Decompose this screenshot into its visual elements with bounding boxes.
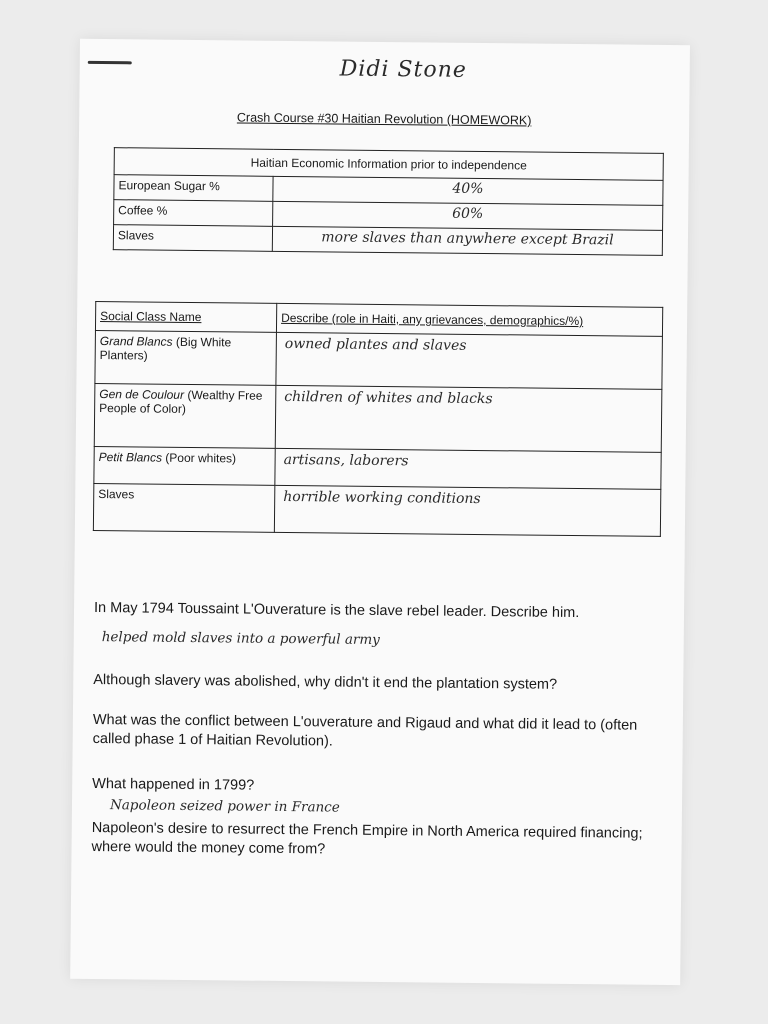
handwritten-answer: 60%: [273, 201, 663, 230]
class-name-italic: Gen de Coulour: [99, 387, 185, 402]
class-name-cell: [94, 446, 275, 485]
worksheet-title: Crash Course #30 Haitian Revolution (HOMEWORK): [236, 110, 532, 128]
worksheet: [70, 39, 690, 985]
pen-mark: [88, 61, 132, 64]
handwritten-answer: Napoleon seized power in France: [109, 797, 340, 816]
table-row: [93, 483, 660, 536]
table-row: [94, 446, 661, 489]
social-class-table: [93, 301, 663, 537]
class-name-italic: Petit Blancs: [98, 450, 163, 465]
question-4: What happened in 1799?: [92, 775, 255, 794]
handwritten-answer: helped mold slaves into a powerful army: [101, 629, 380, 648]
column-header-describe: Describe (role in Haiti, any grievances, demographics/%): [276, 303, 662, 336]
handwritten-answer: owned plantes and slaves: [276, 332, 663, 389]
class-name-rest: Slaves: [98, 487, 135, 502]
economic-table-header: Haitian Economic Information prior to independence: [114, 148, 663, 181]
row-label: Slaves: [113, 225, 272, 252]
economic-info-table: [113, 147, 664, 256]
question-1: In May 1794 Toussaint L'Ouverature is the slave rebel leader. Describe him.: [93, 599, 580, 622]
question-3: What was the conflict between L'ouverature and Rigaud and what did it lead to (often called phase 1 of Haitian Revolution).: [92, 711, 638, 750]
class-name-rest: (Wealthy Free People of Color): [99, 387, 263, 416]
table-row: [113, 225, 662, 256]
handwritten-answer: 40%: [273, 176, 663, 205]
handwritten-answer: artisans, laborers: [275, 448, 661, 489]
column-header-class: Social Class Name: [95, 301, 276, 332]
class-name-rest: (Big White Planters): [99, 334, 232, 363]
student-name: Didi Stone: [339, 56, 467, 83]
handwritten-answer: horrible working conditions: [274, 485, 660, 536]
class-name-cell: [94, 383, 276, 448]
class-name-italic: Grand Blancs: [99, 334, 173, 349]
class-name-rest: (Poor whites): [161, 450, 237, 466]
row-label: European Sugar %: [114, 175, 273, 202]
question-5: Napoleon's desire to resurrect the French Empire in North America required financing; where would the money come from?: [91, 819, 643, 858]
handwritten-answer: children of whites and blacks: [275, 385, 662, 452]
class-name-cell: [93, 483, 274, 532]
table-row: [94, 383, 662, 452]
handwritten-answer: more slaves than anywhere except Brazil: [272, 226, 662, 255]
table-row: [95, 330, 663, 389]
question-2: Although slavery was abolished, why didn't it end the plantation system?: [93, 671, 558, 693]
class-name-cell: [95, 330, 277, 385]
row-label: Coffee %: [114, 200, 273, 227]
